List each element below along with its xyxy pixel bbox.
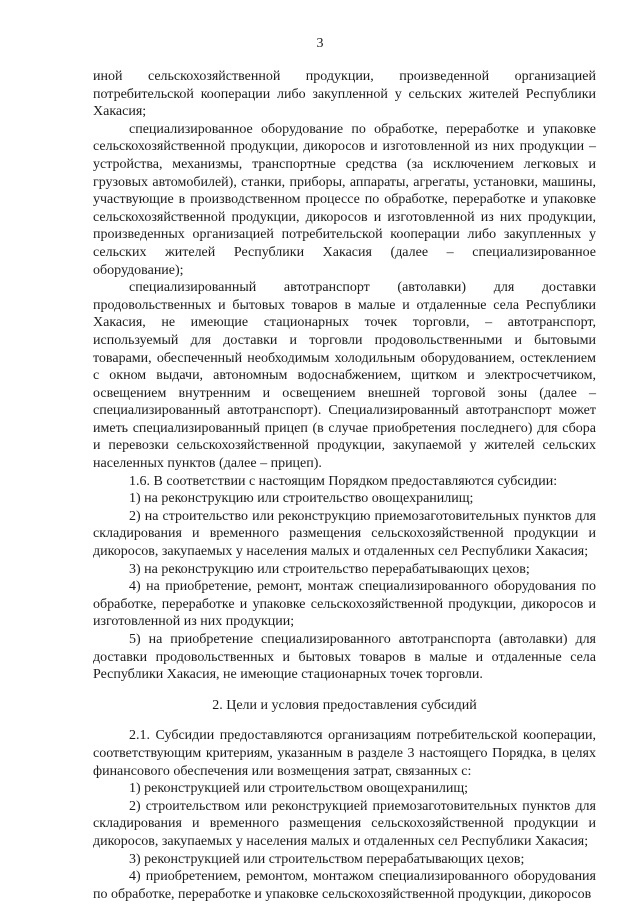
list-item-4: 4) на приобретение, ремонт, монтаж специализированного оборудования по обработке, переработке и упаковке сельскохозяйственной продукции, дикоросов и изготовленной из них продукции; bbox=[93, 579, 596, 630]
paragraph-2-1: 2.1. Субсидии предоставляются организациям потребительской кооперации, соответствующим критериям, указанным в разделе 3 настоящего Порядка, в целях финансового обеспечения или возмещения затрат, связанных с: bbox=[93, 728, 596, 779]
page-number: 3 bbox=[316, 36, 324, 51]
list-item-2-4: 4) приобретением, ремонтом, монтажом специализированного оборудования по обработке, переработке и упаковке сельскохозяйственной продукции, дикоросов bbox=[93, 869, 596, 902]
list-item-5: 5) на приобретение специализированного автотранспорта (автолавки) для доставки продовольственных и бытовых товаров в малые и отдаленные села Республики Хакасия, не имеющие стационарных точек торговли. bbox=[93, 632, 596, 683]
paragraph-1-6: 1.6. В соответствии с настоящим Порядком предоставляются субсидии: bbox=[129, 473, 558, 489]
list-item-2-3: 3) реконструкцией или строительством перерабатывающих цехов; bbox=[129, 851, 525, 867]
paragraph-definition-equipment: специализированное оборудование по обработке, переработке и упаковке сельскохозяйственной продукции, дикоросов и изготовленной из них продукции – устройства, механизмы, транспортные средства (за исключением легковых и грузовых автомобилей), станки, приборы, аппараты, агрегаты, установки, машины, участвующие в производственном процессе по обработке, переработке и упаковке сельскохозяйственной продукции, дикоросов и изготовленной из них продукции, произведенных организацией потребительской кооперации либо закупленных у сельских жителей Республики Хакасия (далее – специализированное оборудование); bbox=[93, 121, 596, 278]
section-heading: 2. Цели и условия предоставления субсидий bbox=[212, 697, 477, 713]
list-item-1: 1) на реконструкцию или строительство овощехранилищ; bbox=[129, 491, 474, 507]
list-item-2-1: 1) реконструкцией или строительством овощехранилищ; bbox=[129, 781, 469, 797]
paragraph-definition-transport: специализированный автотранспорт (автолавки) для доставки продовольственных и бытовых товаров в малые и отдаленные села Республики Хакасия, не имеющие стационарных точек торговли, – автотранспорт, используемый для доставки и торговли продовольственными и бытовыми товарами, обеспеченный необходимым холодильным оборудованием, остеклением с окном выдачи, автономным водоснабжением, щитком и электросчетчиком, освещением внутренним и освещением внешней торговой зоны (далее – специализированный автотранспорт). Специализированный автотранспорт может иметь специализированный прицеп (в случае приобретения последнего) для сбора и перевозки сельскохозяйственной продукции, закупаемой у жителей сельских населенных пунктов (далее – прицеп). bbox=[93, 280, 596, 472]
list-item-2-2: 2) строительством или реконструкцией приемозаготовительных пунктов для складирования и временного размещения сельскохозяйственной продукции и дикоросов, закупаемых у населения малых и отдаленных сел Республики Хакасия; bbox=[93, 798, 596, 849]
document-body bbox=[93, 68, 596, 903]
list-item-3: 3) на реконструкцию или строительство перерабатывающих цехов; bbox=[129, 561, 530, 577]
paragraph-continuation: иной сельскохозяйственной продукции, произведенной организацией потребительской кооперации либо закупленной у сельских жителей Республики Хакасия; bbox=[93, 69, 596, 120]
list-item-2: 2) на строительство или реконструкцию приемозаготовительных пунктов для складирования и временного размещения сельскохозяйственной продукции и дикоросов, закупаемых у населения малых и отдаленных сел Республики Хакасия; bbox=[93, 508, 596, 560]
